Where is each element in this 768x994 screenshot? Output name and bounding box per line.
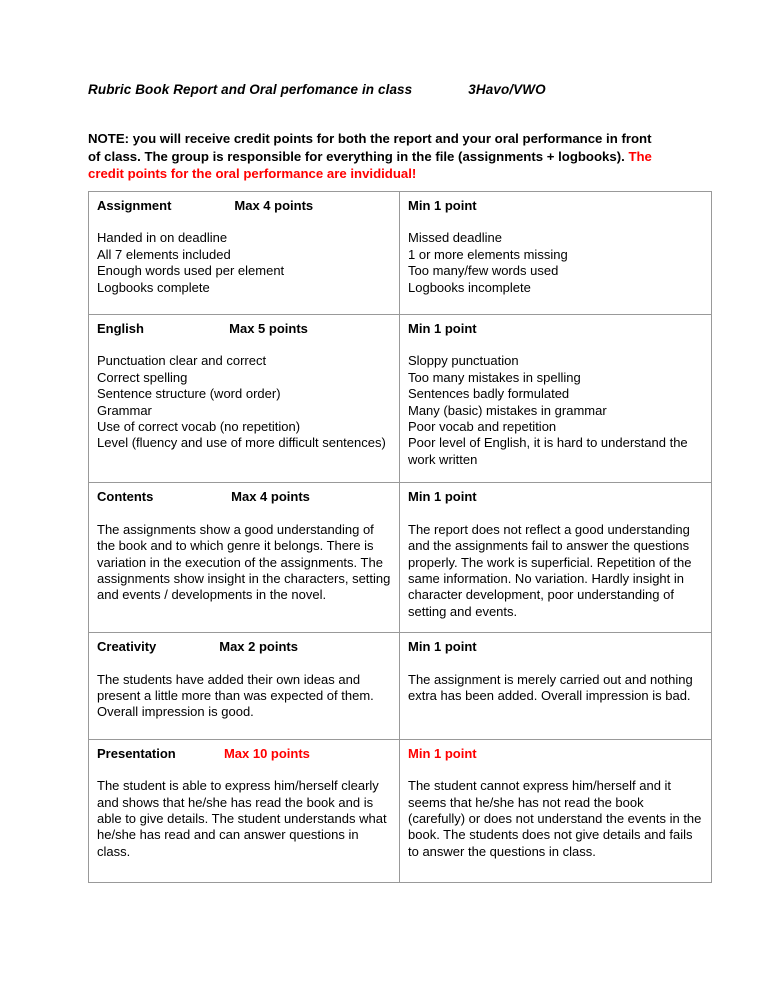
note-text: NOTE: you will receive credit points for both the report and your oral performance in front of class. The group is responsible for everything in the file (assignments + logbooks). [88, 131, 652, 164]
descriptor-paragraph: The report does not reflect a good understanding and the assignments fail to answer the questions properly. The work is superficial. Repetition of the same information. No variation. Hardly insight in character development, poor understanding of setting and events. [408, 521, 696, 619]
poor-descriptors [408, 230, 703, 296]
min-points-label: Min 1 point [408, 198, 477, 213]
criterion-cell-good [89, 315, 400, 483]
page-title-main: Rubric Book Report and Oral perfomance in class [88, 82, 413, 97]
criterion-header [97, 489, 391, 505]
max-points-label: Max 4 points [234, 198, 314, 213]
descriptor-paragraph: The student is able to express him/herself clearly and shows that he/she has read the book and is able to give details. The student understands what he/she has read and can answer questions in class. [97, 778, 391, 859]
criterion-cell-good [89, 192, 400, 315]
descriptor-paragraph: The student cannot express him/herself and it seems that he/she has not read the book (carefully) or does not understand the events in the book. The students does not give details and fails to answer the questions in class. [408, 778, 706, 859]
page-title [88, 81, 688, 99]
poor-descriptors [408, 778, 706, 860]
table-row [89, 315, 712, 483]
poor-descriptors [408, 522, 703, 620]
criterion-cell-poor [400, 192, 712, 315]
criterion-name: Assignment [97, 198, 172, 213]
criterion-cell-good [89, 739, 400, 882]
note-paragraph [88, 130, 666, 183]
descriptor-line: Use of correct vocab (no repetition) [97, 419, 301, 435]
descriptor-line: Sentence structure (word order) [97, 386, 281, 402]
criterion-cell-good [89, 483, 400, 633]
descriptor-line: Correct spelling [97, 369, 188, 385]
note-highlight-text: The credit points for the oral performance are invididual! [88, 148, 652, 182]
criterion-name: Creativity [97, 639, 157, 655]
good-descriptors [97, 672, 391, 721]
descriptor-line: Poor level of English, it is hard to understand the work written [408, 435, 692, 467]
criterion-header [97, 321, 391, 337]
min-points-header [408, 198, 703, 214]
rubric-table [88, 191, 712, 883]
criterion-cell-poor [400, 483, 712, 633]
descriptor-line: All 7 elements included [97, 246, 231, 262]
table-row [89, 483, 712, 633]
poor-descriptors [408, 672, 703, 705]
good-descriptors [97, 778, 391, 860]
good-descriptors [97, 521, 394, 604]
descriptor-line: Punctuation clear and correct [97, 353, 267, 369]
descriptor-paragraph: The students have added their own ideas and present a little more than was expected of them. Overall impression is good. [97, 671, 378, 720]
max-points-label: Max 2 points [219, 639, 298, 655]
poor-descriptors [408, 353, 703, 468]
good-descriptors [97, 353, 391, 451]
descriptor-line: Logbooks incomplete [408, 279, 531, 295]
table-row [89, 739, 712, 882]
descriptor-line: Sentences badly formulated [408, 386, 570, 402]
descriptor-line: 1 or more elements missing [408, 246, 568, 262]
descriptor-line: Sloppy punctuation [408, 353, 519, 369]
table-row [89, 192, 712, 315]
criterion-name: Contents [97, 489, 154, 505]
descriptor-line: Grammar [97, 402, 152, 418]
min-points-label: Min 1 point [408, 639, 477, 655]
descriptor-line: Handed in on deadline [97, 230, 228, 246]
descriptor-line: Too many mistakes in spelling [408, 369, 581, 385]
criterion-cell-poor [400, 315, 712, 483]
descriptor-line: Missed deadline [408, 230, 502, 246]
min-points-label: Min 1 point [408, 321, 477, 337]
rubric-table-body [89, 192, 712, 883]
table-row [89, 633, 712, 740]
min-points-label: Min 1 point [408, 489, 477, 505]
min-points-header [408, 489, 703, 505]
criterion-name: English [97, 321, 144, 337]
criterion-header [97, 746, 391, 762]
descriptor-line: Poor vocab and repetition [408, 419, 557, 435]
criterion-cell-poor [400, 633, 712, 740]
min-points-label: Min 1 point [408, 745, 477, 761]
descriptor-line: Too many/few words used [408, 263, 559, 279]
page-title-class: 3Havo/VWO [468, 82, 546, 97]
criterion-cell-good [89, 633, 400, 740]
min-points-header [408, 746, 703, 762]
descriptor-paragraph: The assignments show a good understanding of the book and to which genre it belongs. There is variation in the execution of the assignments. The assignments show insight in the characters, setting and events / developments in the novel. [97, 521, 394, 603]
max-points-label: Max 10 points [223, 745, 310, 761]
max-points-label: Max 5 points [229, 321, 308, 337]
good-descriptors [97, 230, 391, 296]
criterion-header [97, 639, 391, 655]
criterion-header [97, 198, 391, 214]
min-points-header [408, 321, 703, 337]
descriptor-paragraph: The assignment is merely carried out and nothing extra has been added. Overall impression is bad. [408, 671, 697, 703]
max-points-label: Max 4 points [231, 489, 310, 505]
descriptor-line: Many (basic) mistakes in grammar [408, 402, 607, 418]
descriptor-line: Logbooks complete [97, 279, 210, 295]
criterion-name: Presentation [97, 745, 176, 761]
min-points-header [408, 639, 703, 655]
descriptor-line: Enough words used per element [97, 263, 285, 279]
descriptor-line: Level (fluency and use of more difficult sentences) [97, 435, 386, 451]
criterion-cell-poor [400, 739, 712, 882]
